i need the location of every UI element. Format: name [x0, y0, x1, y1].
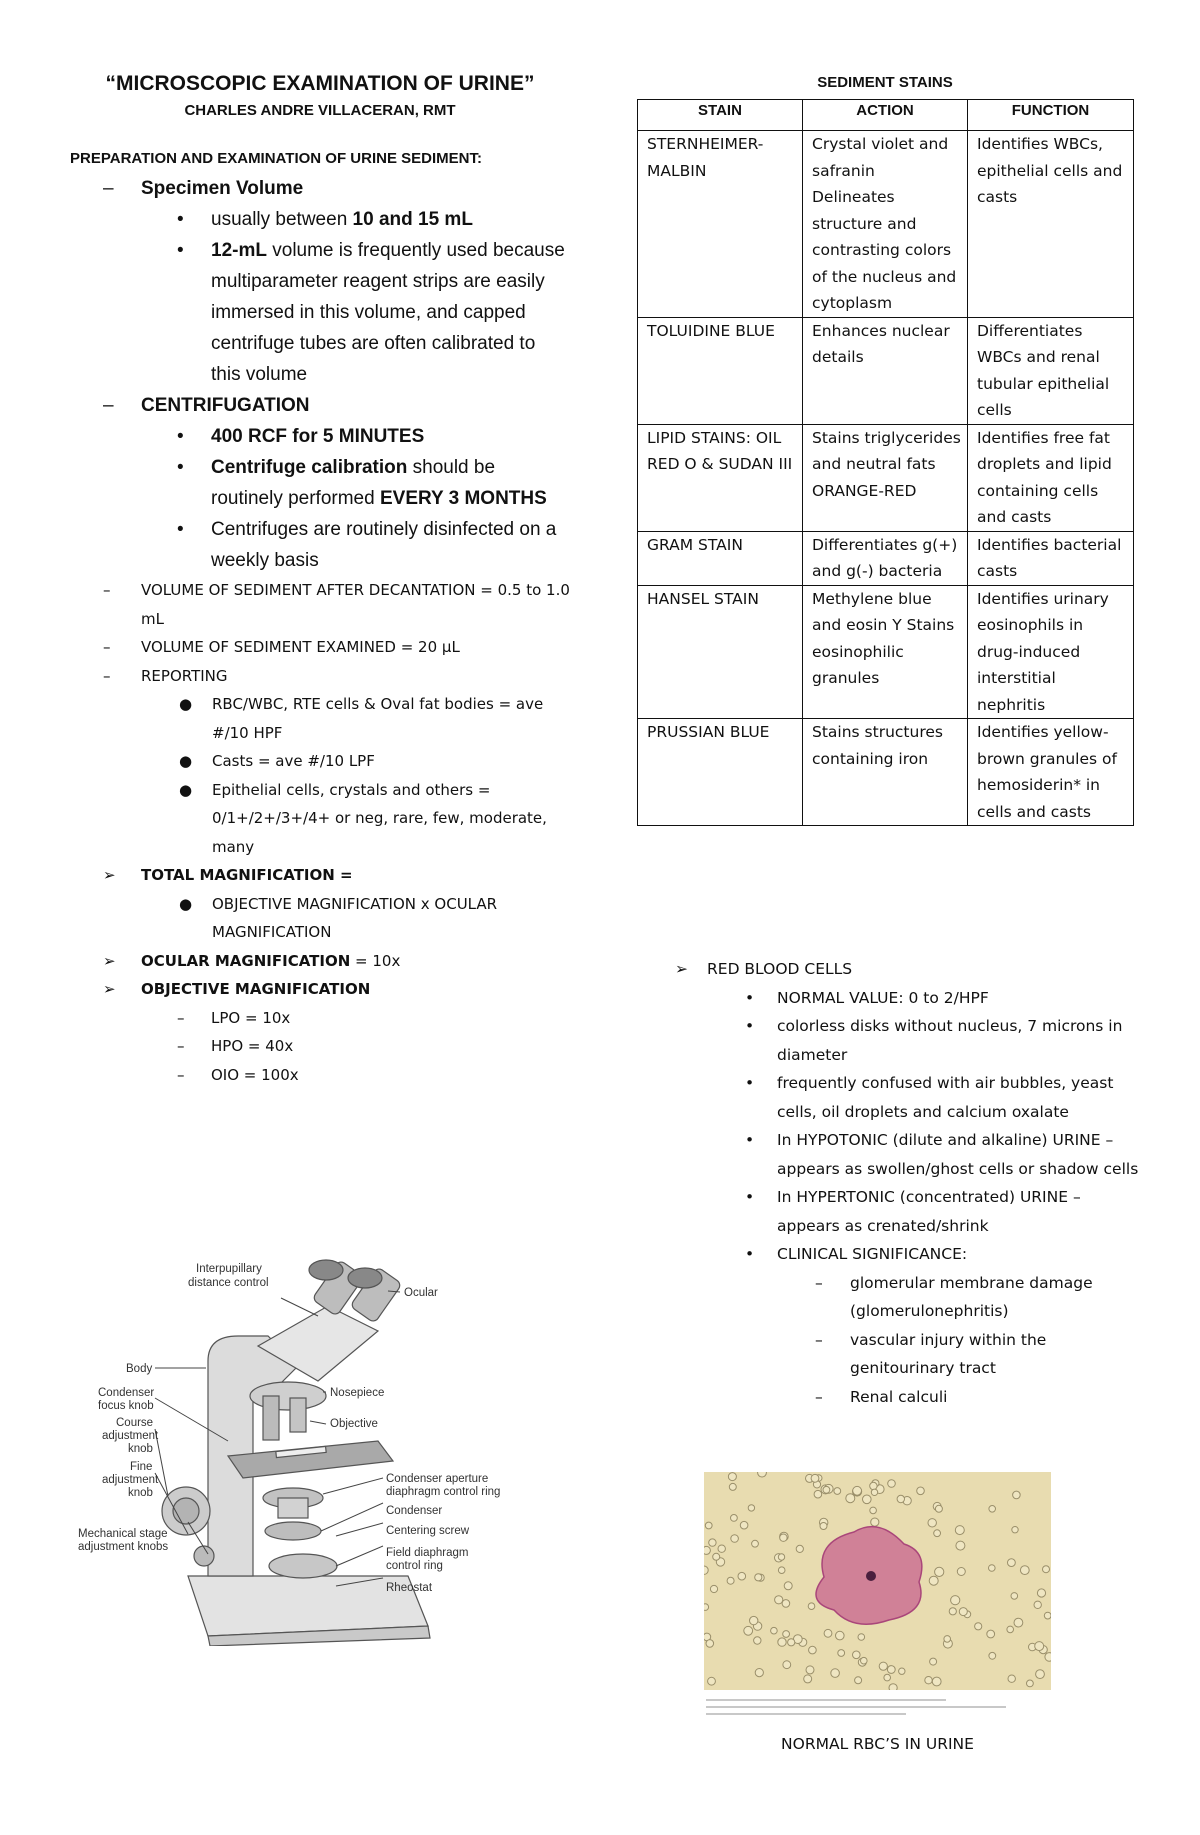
red-blood-cell — [758, 1472, 767, 1477]
list-item: • 12-mL volume is frequently used because multiparameter reagent strips are easily immersed in this volume, and capped centrifuge tubes are often calibrated to this volume — [141, 235, 570, 390]
reporting-item: – REPORTING ● RBC/WBC, RTE cells & Oval fat bodies = ave #/10 HPF ● Casts = ave #/10 LPF ● Epithelial cells, crystals and others = 0/1+/2+/3+/4+ or neg, rare, few, moderate, many — [70, 662, 570, 862]
red-blood-cell — [752, 1540, 759, 1547]
list-item: ● Casts = ave #/10 LPF — [141, 747, 570, 776]
red-blood-cell — [949, 1608, 956, 1615]
dash-marker: – — [815, 1273, 823, 1292]
document-title: “MICROSCOPIC EXAMINATION OF URINE” — [105, 72, 535, 95]
red-blood-cell — [709, 1539, 716, 1546]
epithelial-cell-nucleus — [866, 1571, 876, 1581]
document-author: CHARLES ANDRE VILLACERAN, RMT — [184, 102, 456, 119]
label-interpupillary-1: Interpupillary — [196, 1263, 262, 1275]
clinical-significance-list — [675, 1269, 1145, 1412]
bullet-marker: • — [177, 209, 184, 230]
bullet-marker: • — [745, 1074, 755, 1092]
centrifugation-item — [70, 390, 570, 576]
bullet-marker: • — [177, 519, 184, 540]
red-blood-cell — [1011, 1593, 1018, 1600]
label-objective: Objective — [330, 1418, 378, 1430]
red-blood-cell — [788, 1639, 795, 1646]
red-blood-cell — [989, 1565, 996, 1572]
ocular-magnification-item: ➢ OCULAR MAGNIFICATION = 10x — [70, 947, 570, 976]
red-blood-cell — [957, 1568, 965, 1576]
red-blood-cell — [704, 1546, 710, 1554]
red-blood-cell — [888, 1480, 896, 1488]
volume-examined: – VOLUME OF SEDIMENT EXAMINED = 20 µL — [70, 633, 570, 662]
table-cell: Identifies urinary eosinophils in drug-induced interstitial nephritis — [968, 585, 1134, 719]
photo-credit-fine-print — [704, 1695, 1051, 1721]
table-cell: GRAM STAIN — [638, 531, 803, 585]
red-blood-cell — [1043, 1566, 1050, 1573]
list-item: • 400 RCF for 5 MINUTES — [141, 421, 570, 452]
volume-after-decantation: – VOLUME OF SEDIMENT AFTER DECANTATION = 0.5 to 1.0 mL — [70, 576, 570, 633]
red-blood-cell — [1014, 1618, 1023, 1627]
red-blood-cell — [778, 1638, 786, 1646]
label-fine-1: Fine — [130, 1461, 153, 1473]
label-nosepiece: Nosepiece — [330, 1387, 385, 1399]
red-blood-cell — [1035, 1642, 1044, 1651]
red-blood-cell — [838, 1650, 845, 1657]
left-column — [70, 72, 570, 1089]
list-item: • In HYPOTONIC (dilute and alkaline) URINE – appears as swollen/ghost cells or shadow cells — [675, 1126, 1145, 1183]
red-blood-cell — [783, 1631, 790, 1638]
red-blood-cell — [887, 1666, 895, 1674]
list-item: • In HYPERTONIC (concentrated) URINE – appears as crenated/shrink — [675, 1183, 1145, 1240]
table-header-row — [638, 100, 1134, 131]
label-field-2: control ring — [386, 1560, 443, 1572]
list-item: ● RBC/WBC, RTE cells & Oval fat bodies = ave #/10 HPF — [141, 690, 570, 747]
red-blood-cell — [778, 1567, 785, 1574]
list-item: ● OBJECTIVE MAGNIFICATION x OCULAR MAGNIFICATION — [141, 890, 570, 947]
table-cell: Methylene blue and eosin Y Stains eosinophilic granules — [803, 585, 968, 719]
column-header: ACTION — [803, 100, 968, 131]
red-blood-cell — [846, 1494, 855, 1503]
red-blood-cell — [930, 1658, 937, 1665]
table-cell: PRUSSIAN BLUE — [638, 719, 803, 826]
list-item: • usually between 10 and 15 mL — [141, 204, 570, 235]
table-cell: Identifies yellow-brown granules of hemosiderin* in cells and casts — [968, 719, 1134, 826]
reporting-sublist — [141, 690, 570, 861]
dash-marker: – — [103, 638, 111, 656]
total-magnification-sublist — [141, 890, 570, 947]
red-blood-cell — [929, 1576, 938, 1585]
rbc-list — [675, 984, 1145, 1269]
red-blood-cell — [975, 1623, 982, 1630]
label-interpupillary-2: distance control — [188, 1277, 269, 1289]
label-condenser: Condenser — [386, 1505, 443, 1517]
label-course-2: adjustment — [102, 1430, 159, 1442]
table-row — [638, 424, 1134, 531]
bullet-marker: • — [745, 1017, 755, 1035]
red-blood-cell — [1027, 1680, 1034, 1687]
red-blood-cell — [928, 1519, 936, 1527]
list-item: • colorless disks without nucleus, 7 microns in diameter — [675, 1012, 1145, 1069]
red-blood-cell — [871, 1489, 877, 1495]
dash-marker: – — [815, 1330, 823, 1349]
red-blood-cell — [748, 1505, 754, 1511]
bullet-marker: • — [745, 988, 755, 1007]
red-blood-cell — [731, 1535, 739, 1543]
rbc-heading: ➢ RED BLOOD CELLS — [675, 955, 1145, 984]
label-condenser-aperture-1: Condenser aperture — [386, 1473, 489, 1485]
red-blood-cell — [917, 1487, 925, 1495]
objective-magnification-item: ➢ OBJECTIVE MAGNIFICATION – LPO = 10x – HPO = 40x – OIO = 100x — [70, 975, 570, 1089]
label-centering: Centering screw — [386, 1525, 470, 1537]
label-course-1: Course — [116, 1417, 154, 1429]
red-blood-cell — [729, 1483, 736, 1490]
red-blood-cell — [778, 1554, 784, 1560]
dash-marker: – — [103, 395, 114, 416]
table-cell: Stains triglycerides and neutral fats ORANGE-RED — [803, 424, 968, 531]
red-blood-cell — [780, 1534, 787, 1541]
red-blood-cell — [820, 1523, 827, 1530]
red-blood-cell — [925, 1677, 932, 1684]
red-blood-cell — [879, 1662, 887, 1670]
bullet-marker: ● — [179, 780, 193, 799]
list-item: • CLINICAL SIGNIFICANCE: — [675, 1240, 1145, 1269]
red-blood-cell — [934, 1530, 941, 1537]
column-header: STAIN — [638, 100, 803, 131]
label-condenser-focus-1: Condenser — [98, 1387, 155, 1399]
label-condenser-focus-2: focus knob — [98, 1400, 154, 1412]
list-item: • frequently confused with air bubbles, yeast cells, oil droplets and calcium oxalate — [675, 1069, 1145, 1126]
red-blood-cell — [1036, 1670, 1045, 1679]
red-blood-cell — [1044, 1612, 1051, 1619]
red-blood-cell — [740, 1521, 748, 1529]
bullet-marker: • — [177, 240, 184, 261]
red-blood-cell — [804, 1675, 812, 1683]
centrifugation-heading: CENTRIFUGATION — [141, 395, 310, 416]
list-item: • NORMAL VALUE: 0 to 2/HPF — [675, 984, 1145, 1013]
red-blood-cell — [884, 1674, 891, 1681]
red-blood-cell — [755, 1669, 763, 1677]
red-blood-cell — [704, 1566, 708, 1574]
red-blood-cell — [853, 1486, 862, 1495]
bullet-marker: ● — [179, 695, 193, 713]
red-blood-cell — [897, 1495, 904, 1502]
dash-marker: – — [103, 178, 114, 199]
label-condenser-aperture-2: diaphragm control ring — [386, 1486, 501, 1498]
red-blood-cell — [824, 1629, 832, 1637]
label-course-3: knob — [128, 1443, 153, 1455]
red-blood-cell — [1020, 1566, 1029, 1575]
figure-caption: NORMAL RBC’S IN URINE — [781, 1735, 974, 1753]
red-blood-cell — [783, 1661, 791, 1669]
list-item: – Renal calculi — [675, 1383, 1145, 1412]
red-blood-cell — [731, 1515, 738, 1522]
list-item: ● Epithelial cells, crystals and others = 0/1+/2+/3+/4+ or neg, rare, few, moderate, many — [141, 776, 570, 862]
list-item: • Centrifuges are routinely disinfected on a weekly basis — [141, 514, 570, 576]
table-cell: Identifies WBCs, epithelial cells and casts — [968, 131, 1134, 318]
red-blood-cell — [750, 1616, 758, 1624]
arrow-marker-icon: ➢ — [103, 866, 116, 884]
bullet-marker: ● — [179, 894, 193, 913]
red-blood-cell — [861, 1657, 868, 1664]
red-blood-cell — [809, 1646, 817, 1654]
list-item: – LPO = 10x — [141, 1004, 570, 1033]
dash-marker: – — [815, 1387, 823, 1406]
bullet-marker: • — [745, 1188, 755, 1206]
table-cell: Differentiates g(+) and g(-) bacteria — [803, 531, 968, 585]
table-row — [638, 131, 1134, 318]
section-heading: PREPARATION AND EXAMINATION OF URINE SEDIMENT: — [70, 150, 482, 167]
table-row — [638, 317, 1134, 424]
red-blood-cell — [959, 1608, 967, 1616]
list-item: – vascular injury within the genitourinary tract — [675, 1326, 1145, 1383]
label-rheostat: Rheostat — [386, 1582, 433, 1594]
total-magnification-item: ➢ TOTAL MAGNIFICATION = ● OBJECTIVE MAGNIFICATION x OCULAR MAGNIFICATION — [70, 861, 570, 947]
table-cell: Enhances nuclear details — [803, 317, 968, 424]
label-mechanical-2: adjustment knobs — [78, 1541, 169, 1553]
column-header: FUNCTION — [968, 100, 1134, 131]
red-blood-cell — [831, 1669, 840, 1678]
red-blood-cell — [796, 1545, 803, 1552]
red-blood-cell — [1045, 1653, 1051, 1662]
red-blood-cell — [951, 1596, 960, 1605]
red-blood-cell — [836, 1631, 845, 1640]
table-cell: HANSEL STAIN — [638, 585, 803, 719]
red-blood-cell — [944, 1636, 951, 1643]
arrow-marker-icon: ➢ — [675, 960, 688, 978]
red-blood-cell — [870, 1507, 877, 1514]
red-blood-cell — [744, 1626, 753, 1635]
microscope-diagram — [78, 1246, 588, 1646]
table-cell: Stains structures containing iron — [803, 719, 968, 826]
arrow-marker-icon: ➢ — [103, 951, 116, 970]
dash-marker: – — [103, 581, 111, 599]
table-cell: Differentiates WBCs and renal tubular epithelial cells — [968, 317, 1134, 424]
red-blood-cell — [728, 1473, 736, 1481]
red-blood-cell — [863, 1495, 872, 1504]
red-blood-cell — [870, 1482, 877, 1489]
red-blood-cell — [1007, 1626, 1014, 1633]
red-blood-cell — [706, 1640, 714, 1648]
red-blood-cell — [1012, 1527, 1018, 1533]
list-item: – HPO = 40x — [141, 1032, 570, 1061]
table-cell: TOLUIDINE BLUE — [638, 317, 803, 424]
red-blood-cell — [871, 1518, 879, 1526]
red-blood-cell — [1008, 1675, 1015, 1682]
red-blood-cell — [775, 1596, 783, 1604]
red-blood-cell — [1034, 1601, 1041, 1608]
table-cell: Identifies free fat droplets and lipid containing cells and casts — [968, 424, 1134, 531]
red-blood-cell — [808, 1603, 815, 1610]
table-row — [638, 531, 1134, 585]
red-blood-cell — [782, 1600, 790, 1608]
table-row — [638, 719, 1134, 826]
red-blood-cell — [806, 1666, 814, 1674]
table-cell: Identifies bacterial casts — [968, 531, 1134, 585]
rbc-micrograph — [704, 1472, 1051, 1690]
red-blood-cell — [1037, 1589, 1045, 1597]
red-blood-cell — [710, 1585, 717, 1592]
red-blood-cell — [814, 1490, 822, 1498]
red-blood-cell — [708, 1677, 716, 1685]
red-blood-cell — [771, 1627, 778, 1634]
red-blood-cell — [755, 1574, 762, 1581]
list-item: – OIO = 100x — [141, 1061, 570, 1090]
red-blood-cell — [853, 1651, 861, 1659]
dash-marker: – — [177, 1037, 185, 1055]
red-blood-cell — [704, 1604, 709, 1611]
table-cell: STERNHEIMER-MALBIN — [638, 131, 803, 318]
centrifugation-sublist — [141, 421, 570, 576]
table-cell: LIPID STAINS: OIL RED O & SUDAN III — [638, 424, 803, 531]
red-blood-cell — [935, 1505, 942, 1512]
red-blood-cell — [705, 1522, 712, 1529]
red-blood-cell — [855, 1677, 862, 1684]
preparation-list — [70, 173, 570, 1089]
red-blood-cell — [932, 1677, 941, 1686]
red-blood-cell — [955, 1526, 964, 1535]
red-blood-cell — [989, 1506, 996, 1513]
red-blood-cell — [823, 1486, 830, 1493]
red-blood-cell — [811, 1474, 819, 1482]
label-fine-2: adjustment — [102, 1474, 159, 1486]
specimen-volume-heading: Specimen Volume — [141, 178, 304, 199]
list-item: – glomerular membrane damage (glomerulonephritis) — [675, 1269, 1145, 1326]
label-ocular: Ocular — [404, 1287, 438, 1299]
dash-marker: – — [177, 1008, 185, 1027]
arrow-marker-icon: ➢ — [103, 980, 116, 998]
red-blood-cells-section — [675, 955, 1145, 1411]
label-field-1: Field diaphragm — [386, 1547, 469, 1559]
dash-marker: – — [177, 1065, 185, 1084]
bullet-marker: • — [177, 426, 184, 447]
red-blood-cell — [784, 1582, 792, 1590]
bullet-marker: • — [745, 1131, 755, 1149]
label-body: Body — [126, 1363, 153, 1375]
red-blood-cell — [899, 1668, 905, 1674]
red-blood-cell — [713, 1553, 720, 1560]
table-cell: Crystal violet and safranin Delineates structure and contrasting colors of the nucleus and cytoplasm — [803, 131, 968, 318]
objective-magnification-sublist — [141, 1004, 570, 1090]
bullet-marker: ● — [179, 752, 193, 770]
label-mechanical-1: Mechanical stage — [78, 1528, 168, 1540]
red-blood-cell — [754, 1637, 761, 1644]
bullet-marker: • — [745, 1245, 755, 1263]
red-blood-cell — [718, 1545, 725, 1552]
red-blood-cell — [956, 1541, 965, 1550]
red-blood-cell — [738, 1572, 746, 1580]
red-blood-cell — [987, 1630, 995, 1638]
red-blood-cell — [834, 1488, 841, 1495]
table-title: SEDIMENT STAINS — [817, 74, 953, 91]
sediment-stains-table — [637, 99, 1134, 826]
bullet-marker: • — [177, 457, 184, 478]
list-item: • Centrifuge calibration should be routinely performed EVERY 3 MONTHS — [141, 452, 570, 514]
red-blood-cell — [1013, 1491, 1021, 1499]
red-blood-cell — [935, 1567, 944, 1576]
red-blood-cell — [1008, 1559, 1016, 1567]
red-blood-cell — [858, 1634, 865, 1641]
red-blood-cell — [989, 1652, 996, 1659]
table-row — [638, 585, 1134, 719]
dash-marker: – — [103, 666, 111, 685]
specimen-volume-sublist — [141, 204, 570, 390]
red-blood-cell — [889, 1684, 897, 1690]
red-blood-cell — [727, 1577, 734, 1584]
label-fine-3: knob — [128, 1487, 153, 1499]
specimen-volume-item — [70, 173, 570, 390]
